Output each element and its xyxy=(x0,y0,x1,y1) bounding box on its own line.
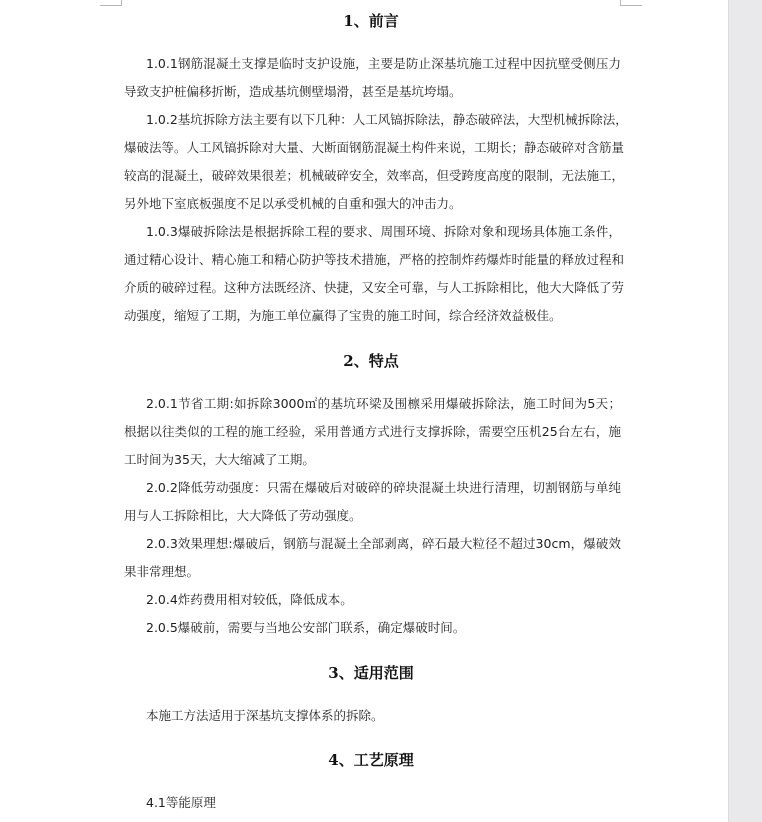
paragraph-line: 本施工方法适用于深基坑支撑体系的拆除。 xyxy=(146,708,384,723)
window-right-gutter xyxy=(728,0,762,822)
paragraph-line: 果非常理想。 xyxy=(124,564,200,579)
paragraph-line: 较高的混凝土，破碎效果很差；机械破碎安全，效率高，但受跨度高度的限制，无法施工， xyxy=(124,168,625,183)
paragraph-line: 介质的破碎过程。这种方法既经济、快捷，又安全可靠，与人工拆除相比，他大大降低了劳 xyxy=(124,280,625,295)
paragraph-line: 爆破法等。人工风镐拆除对大量、大断面钢筋混凝土构件来说，工期长；静态破碎对含筋量 xyxy=(124,140,625,155)
section-heading-preface: 1、前言 xyxy=(343,12,399,30)
paragraph-line: 工时间为35天，大大缩减了工期。 xyxy=(124,452,315,467)
paragraph-line: 1.0.3爆破拆除法是根据拆除工程的要求、周围环境、拆除对象和现场具体施工条件， xyxy=(146,224,621,239)
paragraph-line: 4.1等能原理 xyxy=(146,795,216,810)
paragraph-line: 1.0.2基坑拆除方法主要有以下几种：人工风镐拆除法，静态破碎法，大型机械拆除法， xyxy=(146,112,628,127)
page-margin-corner-left xyxy=(100,0,122,6)
paragraph-line: 2.0.1节省工期:如拆除3000㎡的基坑环梁及围檩采用爆破拆除法，施工时间为5天； xyxy=(146,396,621,411)
paragraph-line: 1.0.1钢筋混凝土支撑是临时支护设施，主要是防止深基坑施工过程中因抗壁受侧压力 xyxy=(146,56,621,71)
paragraph-line: 通过精心设计、精心施工和精心防护等技术措施，严格的控制炸药爆炸时能量的释放过程和 xyxy=(124,252,625,267)
paragraph-line: 2.0.3效果理想:爆破后，钢筋与混凝土全部剥离，碎石最大粒径不超过30cm，爆破效 xyxy=(146,536,621,551)
section-heading-features: 2、特点 xyxy=(343,352,399,370)
section-heading-principle: 4、工艺原理 xyxy=(328,751,414,769)
paragraph-line: 另外地下室底板强度不足以承受机械的自重和强大的冲击力。 xyxy=(124,196,462,211)
paragraph-line: 根据以往类似的工程的施工经验，采用普通方式进行支撑拆除，需要空压机25台左右，施 xyxy=(124,424,621,439)
paragraph-line: 2.0.5爆破前，需要与当地公安部门联系，确定爆破时间。 xyxy=(146,620,466,635)
paragraph-line: 动强度，缩短了工期，为施工单位赢得了宝贵的施工时间，综合经济效益极佳。 xyxy=(124,308,562,323)
page-margin-corner-right xyxy=(620,0,642,6)
paragraph-line: 导致支护桩偏移折断，造成基坑侧壁塌滑，甚至是基坑垮塌。 xyxy=(124,84,462,99)
paragraph-line: 2.0.4炸药费用相对较低，降低成本。 xyxy=(146,592,353,607)
paragraph-line: 2.0.2降低劳动强度：只需在爆破后对破碎的碎块混凝土块进行清理，切割钢筋与单纯 xyxy=(146,480,621,495)
paragraph-line: 用与人工拆除相比，大大降低了劳动强度。 xyxy=(124,508,362,523)
section-heading-scope: 3、适用范围 xyxy=(328,664,414,682)
